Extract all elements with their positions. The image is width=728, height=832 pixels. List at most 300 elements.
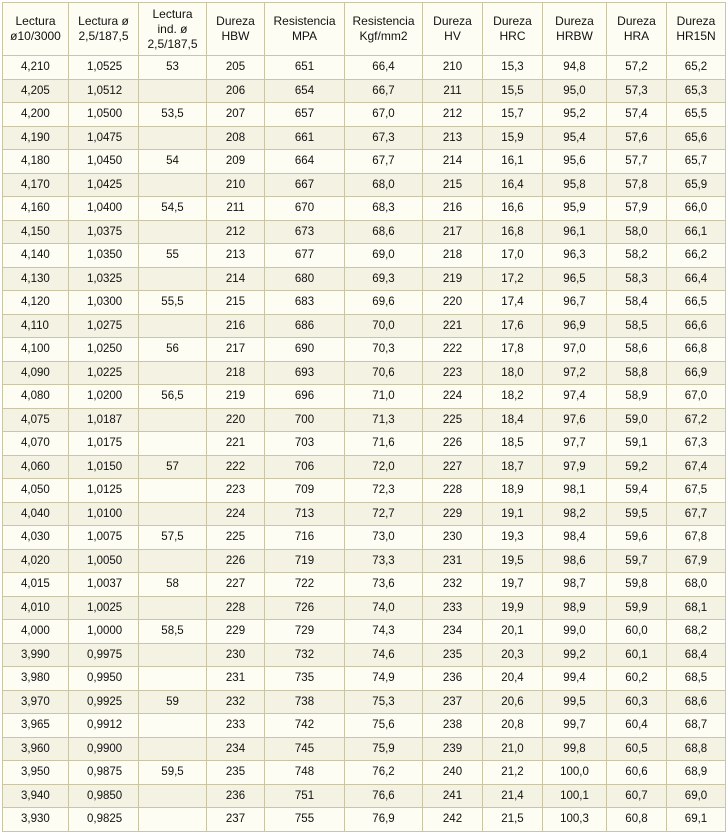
cell-dureza-hr15n: 67,2 [667, 408, 726, 432]
table-row [3, 150, 726, 174]
cell-lectura-ind-2-5-187-5: 59,5 [139, 761, 207, 785]
cell-dureza-hv: 240 [423, 761, 483, 785]
cell-lectura-ind-2-5-187-5: 59 [139, 690, 207, 714]
cell-dureza-hra: 60,3 [607, 690, 667, 714]
table-row [3, 479, 726, 503]
cell-dureza-hv: 224 [423, 385, 483, 409]
cell-dureza-hrbw: 96,5 [543, 267, 607, 291]
cell-resistencia-mpa: 703 [265, 432, 345, 456]
cell-dureza-hbw: 208 [207, 126, 265, 150]
cell-dureza-hrbw: 98,7 [543, 573, 607, 597]
table-body [3, 56, 726, 832]
cell-dureza-hrbw: 97,7 [543, 432, 607, 456]
cell-dureza-hbw: 224 [207, 502, 265, 526]
cell-lectura-10-3000: 3,940 [3, 784, 69, 808]
cell-lectura-2-5-187-5: 1,0350 [69, 244, 139, 268]
cell-dureza-hbw: 212 [207, 220, 265, 244]
cell-dureza-hv: 228 [423, 479, 483, 503]
cell-dureza-hra: 59,0 [607, 408, 667, 432]
table-row [3, 502, 726, 526]
cell-lectura-ind-2-5-187-5: 54,5 [139, 197, 207, 221]
cell-dureza-hbw: 234 [207, 737, 265, 761]
table-row [3, 596, 726, 620]
cell-dureza-hr15n: 68,6 [667, 690, 726, 714]
column-header-line: ø10/3000 [10, 29, 61, 43]
cell-dureza-hrc: 16,8 [483, 220, 543, 244]
cell-dureza-hrbw: 96,1 [543, 220, 607, 244]
cell-resistencia-mpa: 680 [265, 267, 345, 291]
column-header-line: Kgf/mm2 [359, 29, 408, 43]
cell-lectura-2-5-187-5: 1,0037 [69, 573, 139, 597]
cell-lectura-2-5-187-5: 1,0250 [69, 338, 139, 362]
cell-dureza-hbw: 222 [207, 455, 265, 479]
cell-dureza-hrc: 21,0 [483, 737, 543, 761]
cell-resistencia-kgf-mm2: 69,6 [345, 291, 423, 315]
cell-dureza-hr15n: 67,4 [667, 455, 726, 479]
column-header-line: HR15N [676, 29, 716, 43]
cell-dureza-hrc: 18,5 [483, 432, 543, 456]
cell-dureza-hrc: 18,9 [483, 479, 543, 503]
cell-lectura-ind-2-5-187-5 [139, 714, 207, 738]
cell-resistencia-mpa: 670 [265, 197, 345, 221]
cell-dureza-hr15n: 66,1 [667, 220, 726, 244]
cell-dureza-hr15n: 68,0 [667, 573, 726, 597]
cell-dureza-hr15n: 68,7 [667, 714, 726, 738]
cell-resistencia-mpa: 673 [265, 220, 345, 244]
cell-dureza-hr15n: 68,5 [667, 667, 726, 691]
cell-dureza-hrc: 20,6 [483, 690, 543, 714]
cell-resistencia-mpa: 693 [265, 361, 345, 385]
cell-dureza-hra: 59,8 [607, 573, 667, 597]
cell-resistencia-mpa: 683 [265, 291, 345, 315]
column-header-resistencia-kgf-mm2 [345, 3, 423, 56]
table-row [3, 620, 726, 644]
cell-dureza-hbw: 223 [207, 479, 265, 503]
cell-dureza-hrbw: 99,0 [543, 620, 607, 644]
cell-dureza-hr15n: 68,1 [667, 596, 726, 620]
cell-dureza-hrc: 17,6 [483, 314, 543, 338]
cell-lectura-10-3000: 4,160 [3, 197, 69, 221]
cell-dureza-hbw: 225 [207, 526, 265, 550]
cell-resistencia-kgf-mm2: 71,0 [345, 385, 423, 409]
cell-resistencia-kgf-mm2: 74,6 [345, 643, 423, 667]
table-row [3, 432, 726, 456]
cell-dureza-hrc: 20,3 [483, 643, 543, 667]
cell-dureza-hv: 216 [423, 197, 483, 221]
cell-resistencia-mpa: 651 [265, 56, 345, 80]
cell-dureza-hbw: 210 [207, 173, 265, 197]
cell-dureza-hrbw: 96,7 [543, 291, 607, 315]
table-row [3, 385, 726, 409]
cell-resistencia-kgf-mm2: 66,7 [345, 79, 423, 103]
column-header-line: ind. ø [157, 21, 188, 36]
cell-lectura-10-3000: 4,090 [3, 361, 69, 385]
cell-dureza-hra: 57,7 [607, 150, 667, 174]
cell-lectura-2-5-187-5: 1,0100 [69, 502, 139, 526]
column-header-dureza-hv [423, 3, 483, 56]
column-header-line: Dureza [433, 14, 472, 28]
column-header-line: HV [444, 29, 461, 43]
cell-lectura-ind-2-5-187-5 [139, 126, 207, 150]
cell-dureza-hrc: 20,8 [483, 714, 543, 738]
column-header-line: HRBW [556, 29, 593, 43]
table-row [3, 643, 726, 667]
cell-dureza-hbw: 216 [207, 314, 265, 338]
cell-resistencia-mpa: 751 [265, 784, 345, 808]
cell-dureza-hra: 60,5 [607, 737, 667, 761]
cell-lectura-ind-2-5-187-5: 55,5 [139, 291, 207, 315]
cell-lectura-2-5-187-5: 0,9825 [69, 808, 139, 832]
cell-lectura-ind-2-5-187-5: 57,5 [139, 526, 207, 550]
cell-resistencia-kgf-mm2: 74,0 [345, 596, 423, 620]
cell-resistencia-kgf-mm2: 74,3 [345, 620, 423, 644]
cell-dureza-hbw: 220 [207, 408, 265, 432]
cell-resistencia-mpa: 686 [265, 314, 345, 338]
cell-lectura-2-5-187-5: 1,0375 [69, 220, 139, 244]
table-row [3, 714, 726, 738]
cell-resistencia-kgf-mm2: 67,3 [345, 126, 423, 150]
cell-lectura-ind-2-5-187-5: 55 [139, 244, 207, 268]
cell-lectura-ind-2-5-187-5 [139, 808, 207, 832]
table-row [3, 244, 726, 268]
cell-resistencia-kgf-mm2: 72,3 [345, 479, 423, 503]
cell-lectura-10-3000: 4,200 [3, 103, 69, 127]
cell-dureza-hrbw: 95,2 [543, 103, 607, 127]
column-header-line: Resistencia [273, 14, 336, 28]
cell-dureza-hra: 60,4 [607, 714, 667, 738]
cell-dureza-hr15n: 66,9 [667, 361, 726, 385]
cell-lectura-10-3000: 3,930 [3, 808, 69, 832]
cell-dureza-hra: 60,1 [607, 643, 667, 667]
cell-dureza-hv: 234 [423, 620, 483, 644]
cell-resistencia-mpa: 735 [265, 667, 345, 691]
cell-dureza-hbw: 217 [207, 338, 265, 362]
cell-dureza-hra: 60,0 [607, 620, 667, 644]
cell-lectura-2-5-187-5: 1,0475 [69, 126, 139, 150]
column-header-line: Dureza [617, 14, 656, 28]
cell-resistencia-mpa: 732 [265, 643, 345, 667]
cell-dureza-hra: 60,7 [607, 784, 667, 808]
cell-resistencia-mpa: 738 [265, 690, 345, 714]
cell-dureza-hr15n: 68,4 [667, 643, 726, 667]
cell-resistencia-kgf-mm2: 70,6 [345, 361, 423, 385]
cell-resistencia-mpa: 742 [265, 714, 345, 738]
table-row [3, 549, 726, 573]
cell-lectura-ind-2-5-187-5 [139, 173, 207, 197]
cell-dureza-hrbw: 95,9 [543, 197, 607, 221]
cell-dureza-hrbw: 98,1 [543, 479, 607, 503]
cell-lectura-10-3000: 4,180 [3, 150, 69, 174]
cell-lectura-ind-2-5-187-5 [139, 220, 207, 244]
cell-resistencia-mpa: 719 [265, 549, 345, 573]
cell-lectura-2-5-187-5: 1,0150 [69, 455, 139, 479]
cell-lectura-ind-2-5-187-5 [139, 784, 207, 808]
cell-dureza-hv: 214 [423, 150, 483, 174]
cell-lectura-2-5-187-5: 1,0400 [69, 197, 139, 221]
cell-dureza-hr15n: 67,8 [667, 526, 726, 550]
cell-dureza-hrc: 18,0 [483, 361, 543, 385]
cell-dureza-hv: 219 [423, 267, 483, 291]
column-header-line: Dureza [555, 14, 594, 28]
cell-dureza-hv: 229 [423, 502, 483, 526]
cell-dureza-hbw: 231 [207, 667, 265, 691]
cell-dureza-hrbw: 94,8 [543, 56, 607, 80]
table-row [3, 690, 726, 714]
cell-resistencia-kgf-mm2: 75,9 [345, 737, 423, 761]
cell-dureza-hv: 223 [423, 361, 483, 385]
cell-dureza-hbw: 205 [207, 56, 265, 80]
cell-lectura-2-5-187-5: 1,0175 [69, 432, 139, 456]
cell-lectura-10-3000: 4,040 [3, 502, 69, 526]
cell-dureza-hrbw: 97,4 [543, 385, 607, 409]
cell-dureza-hr15n: 66,8 [667, 338, 726, 362]
cell-dureza-hbw: 218 [207, 361, 265, 385]
cell-dureza-hrbw: 97,9 [543, 455, 607, 479]
cell-dureza-hv: 237 [423, 690, 483, 714]
cell-dureza-hv: 232 [423, 573, 483, 597]
cell-lectura-2-5-187-5: 0,9912 [69, 714, 139, 738]
cell-resistencia-mpa: 706 [265, 455, 345, 479]
cell-lectura-ind-2-5-187-5 [139, 361, 207, 385]
cell-dureza-hr15n: 65,9 [667, 173, 726, 197]
cell-dureza-hrbw: 99,8 [543, 737, 607, 761]
cell-lectura-10-3000: 4,060 [3, 455, 69, 479]
cell-resistencia-kgf-mm2: 75,6 [345, 714, 423, 738]
cell-resistencia-kgf-mm2: 69,0 [345, 244, 423, 268]
cell-dureza-hr15n: 65,6 [667, 126, 726, 150]
cell-lectura-10-3000: 4,000 [3, 620, 69, 644]
cell-dureza-hv: 221 [423, 314, 483, 338]
cell-resistencia-mpa: 729 [265, 620, 345, 644]
cell-lectura-ind-2-5-187-5: 53,5 [139, 103, 207, 127]
cell-resistencia-mpa: 700 [265, 408, 345, 432]
cell-dureza-hra: 60,8 [607, 808, 667, 832]
cell-dureza-hv: 226 [423, 432, 483, 456]
table-row [3, 526, 726, 550]
cell-dureza-hrbw: 98,9 [543, 596, 607, 620]
cell-dureza-hv: 212 [423, 103, 483, 127]
cell-lectura-ind-2-5-187-5 [139, 549, 207, 573]
column-header-lectura-ind-2-5-187-5 [139, 3, 207, 56]
cell-lectura-2-5-187-5: 1,0225 [69, 361, 139, 385]
cell-dureza-hr15n: 67,7 [667, 502, 726, 526]
cell-dureza-hrbw: 99,4 [543, 667, 607, 691]
cell-dureza-hbw: 233 [207, 714, 265, 738]
cell-lectura-ind-2-5-187-5 [139, 432, 207, 456]
cell-lectura-2-5-187-5: 1,0050 [69, 549, 139, 573]
cell-dureza-hv: 217 [423, 220, 483, 244]
hardness-conversion-table [2, 2, 726, 832]
column-header-line: Lectura ø [78, 14, 129, 28]
cell-lectura-2-5-187-5: 1,0187 [69, 408, 139, 432]
cell-lectura-ind-2-5-187-5: 54 [139, 150, 207, 174]
cell-dureza-hbw: 206 [207, 79, 265, 103]
cell-dureza-hra: 57,4 [607, 103, 667, 127]
cell-dureza-hbw: 235 [207, 761, 265, 785]
cell-dureza-hv: 238 [423, 714, 483, 738]
cell-dureza-hrbw: 97,6 [543, 408, 607, 432]
cell-lectura-10-3000: 3,960 [3, 737, 69, 761]
column-header-line: Dureza [676, 14, 716, 28]
cell-lectura-2-5-187-5: 1,0025 [69, 596, 139, 620]
cell-dureza-hr15n: 66,0 [667, 197, 726, 221]
table-row [3, 103, 726, 127]
table-row [3, 314, 726, 338]
cell-dureza-hv: 227 [423, 455, 483, 479]
cell-lectura-2-5-187-5: 0,9875 [69, 761, 139, 785]
cell-dureza-hr15n: 65,5 [667, 103, 726, 127]
cell-dureza-hrc: 21,4 [483, 784, 543, 808]
cell-dureza-hr15n: 68,9 [667, 761, 726, 785]
cell-dureza-hv: 222 [423, 338, 483, 362]
cell-resistencia-mpa: 657 [265, 103, 345, 127]
cell-lectura-10-3000: 4,140 [3, 244, 69, 268]
cell-dureza-hv: 210 [423, 56, 483, 80]
cell-dureza-hv: 236 [423, 667, 483, 691]
cell-dureza-hrc: 19,1 [483, 502, 543, 526]
cell-lectura-10-3000: 4,205 [3, 79, 69, 103]
cell-lectura-10-3000: 4,170 [3, 173, 69, 197]
cell-dureza-hrc: 17,8 [483, 338, 543, 362]
cell-resistencia-kgf-mm2: 76,9 [345, 808, 423, 832]
cell-dureza-hr15n: 67,3 [667, 432, 726, 456]
cell-dureza-hrc: 15,3 [483, 56, 543, 80]
cell-dureza-hra: 58,0 [607, 220, 667, 244]
cell-dureza-hrc: 16,6 [483, 197, 543, 221]
cell-lectura-2-5-187-5: 0,9900 [69, 737, 139, 761]
cell-dureza-hrbw: 96,3 [543, 244, 607, 268]
cell-lectura-10-3000: 4,210 [3, 56, 69, 80]
cell-resistencia-kgf-mm2: 72,7 [345, 502, 423, 526]
cell-dureza-hr15n: 68,8 [667, 737, 726, 761]
cell-resistencia-mpa: 661 [265, 126, 345, 150]
cell-dureza-hrbw: 97,0 [543, 338, 607, 362]
cell-lectura-10-3000: 3,990 [3, 643, 69, 667]
cell-resistencia-mpa: 667 [265, 173, 345, 197]
cell-lectura-2-5-187-5: 0,9975 [69, 643, 139, 667]
cell-dureza-hv: 220 [423, 291, 483, 315]
cell-dureza-hv: 242 [423, 808, 483, 832]
cell-resistencia-mpa: 716 [265, 526, 345, 550]
cell-dureza-hra: 58,8 [607, 361, 667, 385]
table-row [3, 737, 726, 761]
column-header-line: Resistencia [352, 14, 415, 28]
cell-dureza-hr15n: 67,9 [667, 549, 726, 573]
cell-dureza-hrbw: 98,2 [543, 502, 607, 526]
cell-dureza-hr15n: 68,2 [667, 620, 726, 644]
cell-dureza-hra: 59,2 [607, 455, 667, 479]
cell-resistencia-kgf-mm2: 67,0 [345, 103, 423, 127]
cell-dureza-hra: 58,2 [607, 244, 667, 268]
cell-dureza-hbw: 219 [207, 385, 265, 409]
cell-resistencia-kgf-mm2: 68,6 [345, 220, 423, 244]
cell-lectura-ind-2-5-187-5 [139, 267, 207, 291]
cell-dureza-hrc: 20,1 [483, 620, 543, 644]
cell-dureza-hrbw: 95,6 [543, 150, 607, 174]
cell-lectura-ind-2-5-187-5 [139, 479, 207, 503]
cell-dureza-hrc: 19,9 [483, 596, 543, 620]
cell-dureza-hbw: 215 [207, 291, 265, 315]
cell-dureza-hrbw: 100,3 [543, 808, 607, 832]
table-row [3, 408, 726, 432]
cell-dureza-hrbw: 98,4 [543, 526, 607, 550]
cell-dureza-hrbw: 95,4 [543, 126, 607, 150]
cell-dureza-hr15n: 65,3 [667, 79, 726, 103]
cell-resistencia-mpa: 748 [265, 761, 345, 785]
column-header-dureza-hrbw [543, 3, 607, 56]
column-header-line: HBW [221, 29, 250, 43]
cell-lectura-2-5-187-5: 1,0200 [69, 385, 139, 409]
column-header-line: HRA [623, 29, 650, 43]
cell-lectura-2-5-187-5: 0,9925 [69, 690, 139, 714]
table-row [3, 761, 726, 785]
cell-lectura-10-3000: 3,980 [3, 667, 69, 691]
cell-dureza-hbw: 209 [207, 150, 265, 174]
cell-resistencia-mpa: 664 [265, 150, 345, 174]
cell-lectura-10-3000: 4,010 [3, 596, 69, 620]
cell-lectura-10-3000: 4,020 [3, 549, 69, 573]
cell-dureza-hrc: 16,4 [483, 173, 543, 197]
cell-resistencia-kgf-mm2: 71,3 [345, 408, 423, 432]
column-header-line: 2,5/187,5 [147, 36, 198, 51]
cell-lectura-10-3000: 4,150 [3, 220, 69, 244]
cell-resistencia-kgf-mm2: 70,3 [345, 338, 423, 362]
cell-dureza-hra: 57,8 [607, 173, 667, 197]
column-header-lectura-10-3000 [3, 3, 69, 56]
cell-dureza-hv: 241 [423, 784, 483, 808]
cell-dureza-hbw: 237 [207, 808, 265, 832]
cell-dureza-hra: 60,2 [607, 667, 667, 691]
cell-dureza-hrc: 20,4 [483, 667, 543, 691]
table-row [3, 291, 726, 315]
cell-dureza-hra: 57,3 [607, 79, 667, 103]
cell-resistencia-mpa: 696 [265, 385, 345, 409]
cell-dureza-hv: 215 [423, 173, 483, 197]
cell-resistencia-mpa: 726 [265, 596, 345, 620]
cell-dureza-hrc: 18,7 [483, 455, 543, 479]
cell-dureza-hbw: 207 [207, 103, 265, 127]
cell-dureza-hv: 225 [423, 408, 483, 432]
cell-dureza-hra: 57,6 [607, 126, 667, 150]
cell-dureza-hv: 239 [423, 737, 483, 761]
cell-dureza-hrc: 15,7 [483, 103, 543, 127]
cell-dureza-hra: 59,5 [607, 502, 667, 526]
cell-resistencia-kgf-mm2: 68,3 [345, 197, 423, 221]
cell-lectura-10-3000: 4,080 [3, 385, 69, 409]
cell-dureza-hr15n: 66,2 [667, 244, 726, 268]
cell-dureza-hrbw: 95,8 [543, 173, 607, 197]
cell-dureza-hrc: 19,7 [483, 573, 543, 597]
column-header-dureza-hrc [483, 3, 543, 56]
cell-lectura-10-3000: 4,070 [3, 432, 69, 456]
cell-dureza-hbw: 232 [207, 690, 265, 714]
cell-lectura-2-5-187-5: 1,0425 [69, 173, 139, 197]
cell-lectura-10-3000: 3,970 [3, 690, 69, 714]
table-row [3, 197, 726, 221]
cell-dureza-hbw: 229 [207, 620, 265, 644]
column-header-dureza-hbw [207, 3, 265, 56]
cell-lectura-2-5-187-5: 1,0300 [69, 291, 139, 315]
cell-lectura-2-5-187-5: 1,0450 [69, 150, 139, 174]
cell-dureza-hr15n: 65,2 [667, 56, 726, 80]
cell-resistencia-kgf-mm2: 73,6 [345, 573, 423, 597]
cell-lectura-ind-2-5-187-5 [139, 737, 207, 761]
cell-lectura-10-3000: 3,950 [3, 761, 69, 785]
cell-resistencia-mpa: 690 [265, 338, 345, 362]
cell-dureza-hra: 58,4 [607, 291, 667, 315]
table-row [3, 173, 726, 197]
cell-lectura-ind-2-5-187-5: 56,5 [139, 385, 207, 409]
